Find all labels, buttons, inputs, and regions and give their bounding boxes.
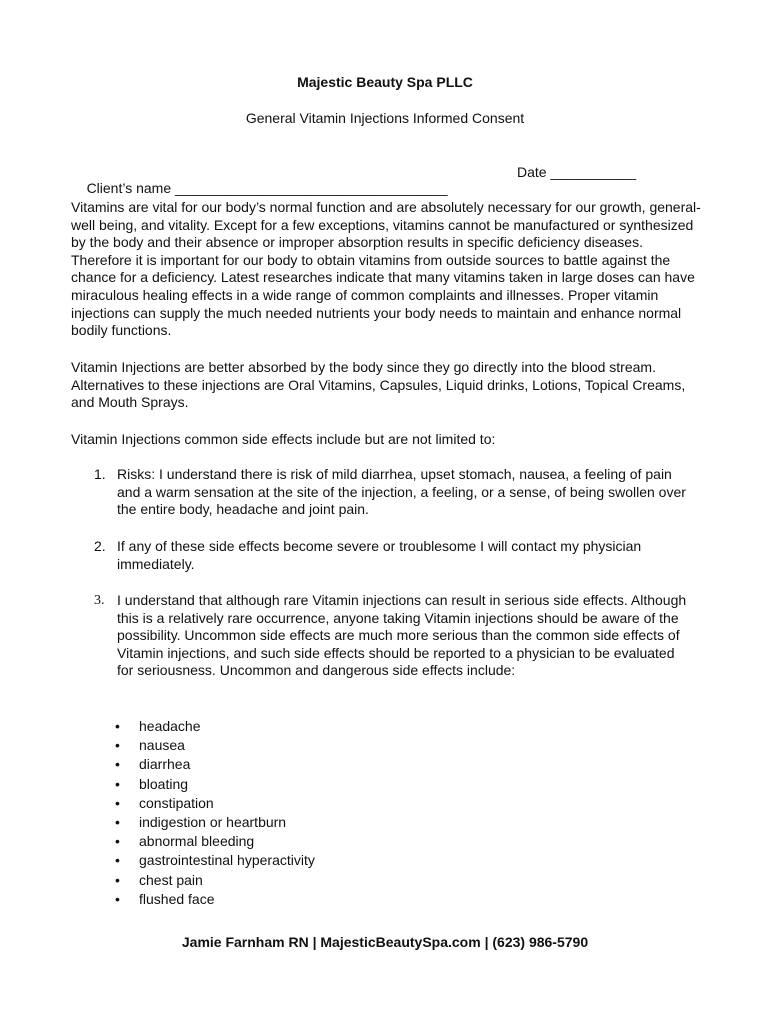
list-item [115, 775, 315, 794]
bullet-icon: • [115, 737, 120, 754]
side-effects-bullet-list [115, 717, 315, 909]
list-item [115, 794, 315, 813]
list-item [115, 832, 315, 851]
document-title: Majestic Beauty Spa PLLC [297, 74, 473, 90]
list-item-text: abnormal bleeding [139, 833, 255, 850]
bullet-icon: • [115, 833, 120, 850]
bullet-icon: • [115, 756, 120, 773]
bullet-icon: • [115, 852, 120, 869]
list-item [115, 717, 315, 736]
side-effects-heading: Vitamin Injections common side effects include but are not limited to: [71, 431, 496, 447]
numbered-item-serious-effects [94, 592, 694, 680]
list-item-text: indigestion or heartburn [139, 813, 287, 830]
intro-paragraph: Vitamins are vital for our body’s normal function and are absolutely necessary for our growth, general-well being, and vitality. Except for a few exceptions, vitamins cannot be manufactured or synthesized by the body and their absence or improper absorption results in specific deficiency diseases. Therefore it is important for our body to obtain vitamins from outside sources to battle against the chance for a deficiency. Latest researches indicate that many vitamins taken in large doses can have miraculous healing effects in a wide range of common complaints and illnesses. Proper vitamin injections can supply the much needed nutrients your body needs to maintain and enhance normal bodily functions. [71, 199, 701, 339]
item-number: 2. [94, 538, 106, 554]
list-item-text: chest pain [139, 871, 203, 888]
list-item-text: gastrointestinal hyperactivity [139, 852, 315, 869]
list-item-text: nausea [139, 737, 185, 754]
item-text: I understand that although rare Vitamin injections can result in serious side effects. Although this is a relatively rare occurrence, anyone taking Vitamin injections should be aware of the possibility. Uncommon side effects are much more serious than the common side effects of Vitamin injections, and such side effects should be reported to a physician to be evaluated for seriousness. Uncommon and dangerous side effects include: [117, 592, 687, 679]
list-item [115, 736, 315, 755]
bullet-icon: • [115, 871, 120, 888]
item-number: 3. [94, 593, 105, 608]
item-text: If any of these side effects become severe or troublesome I will contact my physician immediately. [117, 538, 642, 572]
document-subtitle: General Vitamin Injections Informed Consent [245, 110, 525, 126]
date-field: Date ___________ [517, 164, 637, 180]
list-item-text: flushed face [139, 890, 215, 907]
bullet-icon: • [115, 775, 120, 792]
list-item-text: constipation [139, 794, 214, 811]
list-item [115, 851, 315, 870]
absorption-paragraph: Vitamin Injections are better absorbed by the body since they go directly into the blood stream. Alternatives to these injections are Oral Vitamins, Capsules, Liquid drinks, Lotions, Topical Creams, and Mouth Sprays. [71, 359, 686, 411]
item-text: Risks: I understand there is risk of mild diarrhea, upset stomach, nausea, a feeling of pain and a warm sensation at the site of the injection, a feeling, or a sense, of being swollen over the entire body, headache and joint pain. [117, 466, 686, 518]
list-item [115, 890, 315, 909]
client-name-field: Client’s name ___________________________________ [86, 180, 448, 196]
bullet-icon: • [115, 718, 120, 734]
list-item [115, 871, 315, 890]
bullet-icon: • [115, 794, 120, 811]
list-item [115, 755, 315, 774]
item-number: 1. [94, 466, 106, 482]
bullet-icon: • [115, 890, 120, 907]
bullet-icon: • [115, 813, 120, 830]
list-item-text: headache [139, 718, 201, 734]
document-footer: Jamie Farnham RN | MajesticBeautySpa.com | (623) 986-5790 [181, 934, 589, 950]
list-item [115, 813, 315, 832]
list-item-text: diarrhea [139, 756, 191, 773]
numbered-item-risks [94, 466, 694, 519]
numbered-item-contact-physician [94, 538, 694, 573]
list-item-text: bloating [139, 775, 189, 792]
